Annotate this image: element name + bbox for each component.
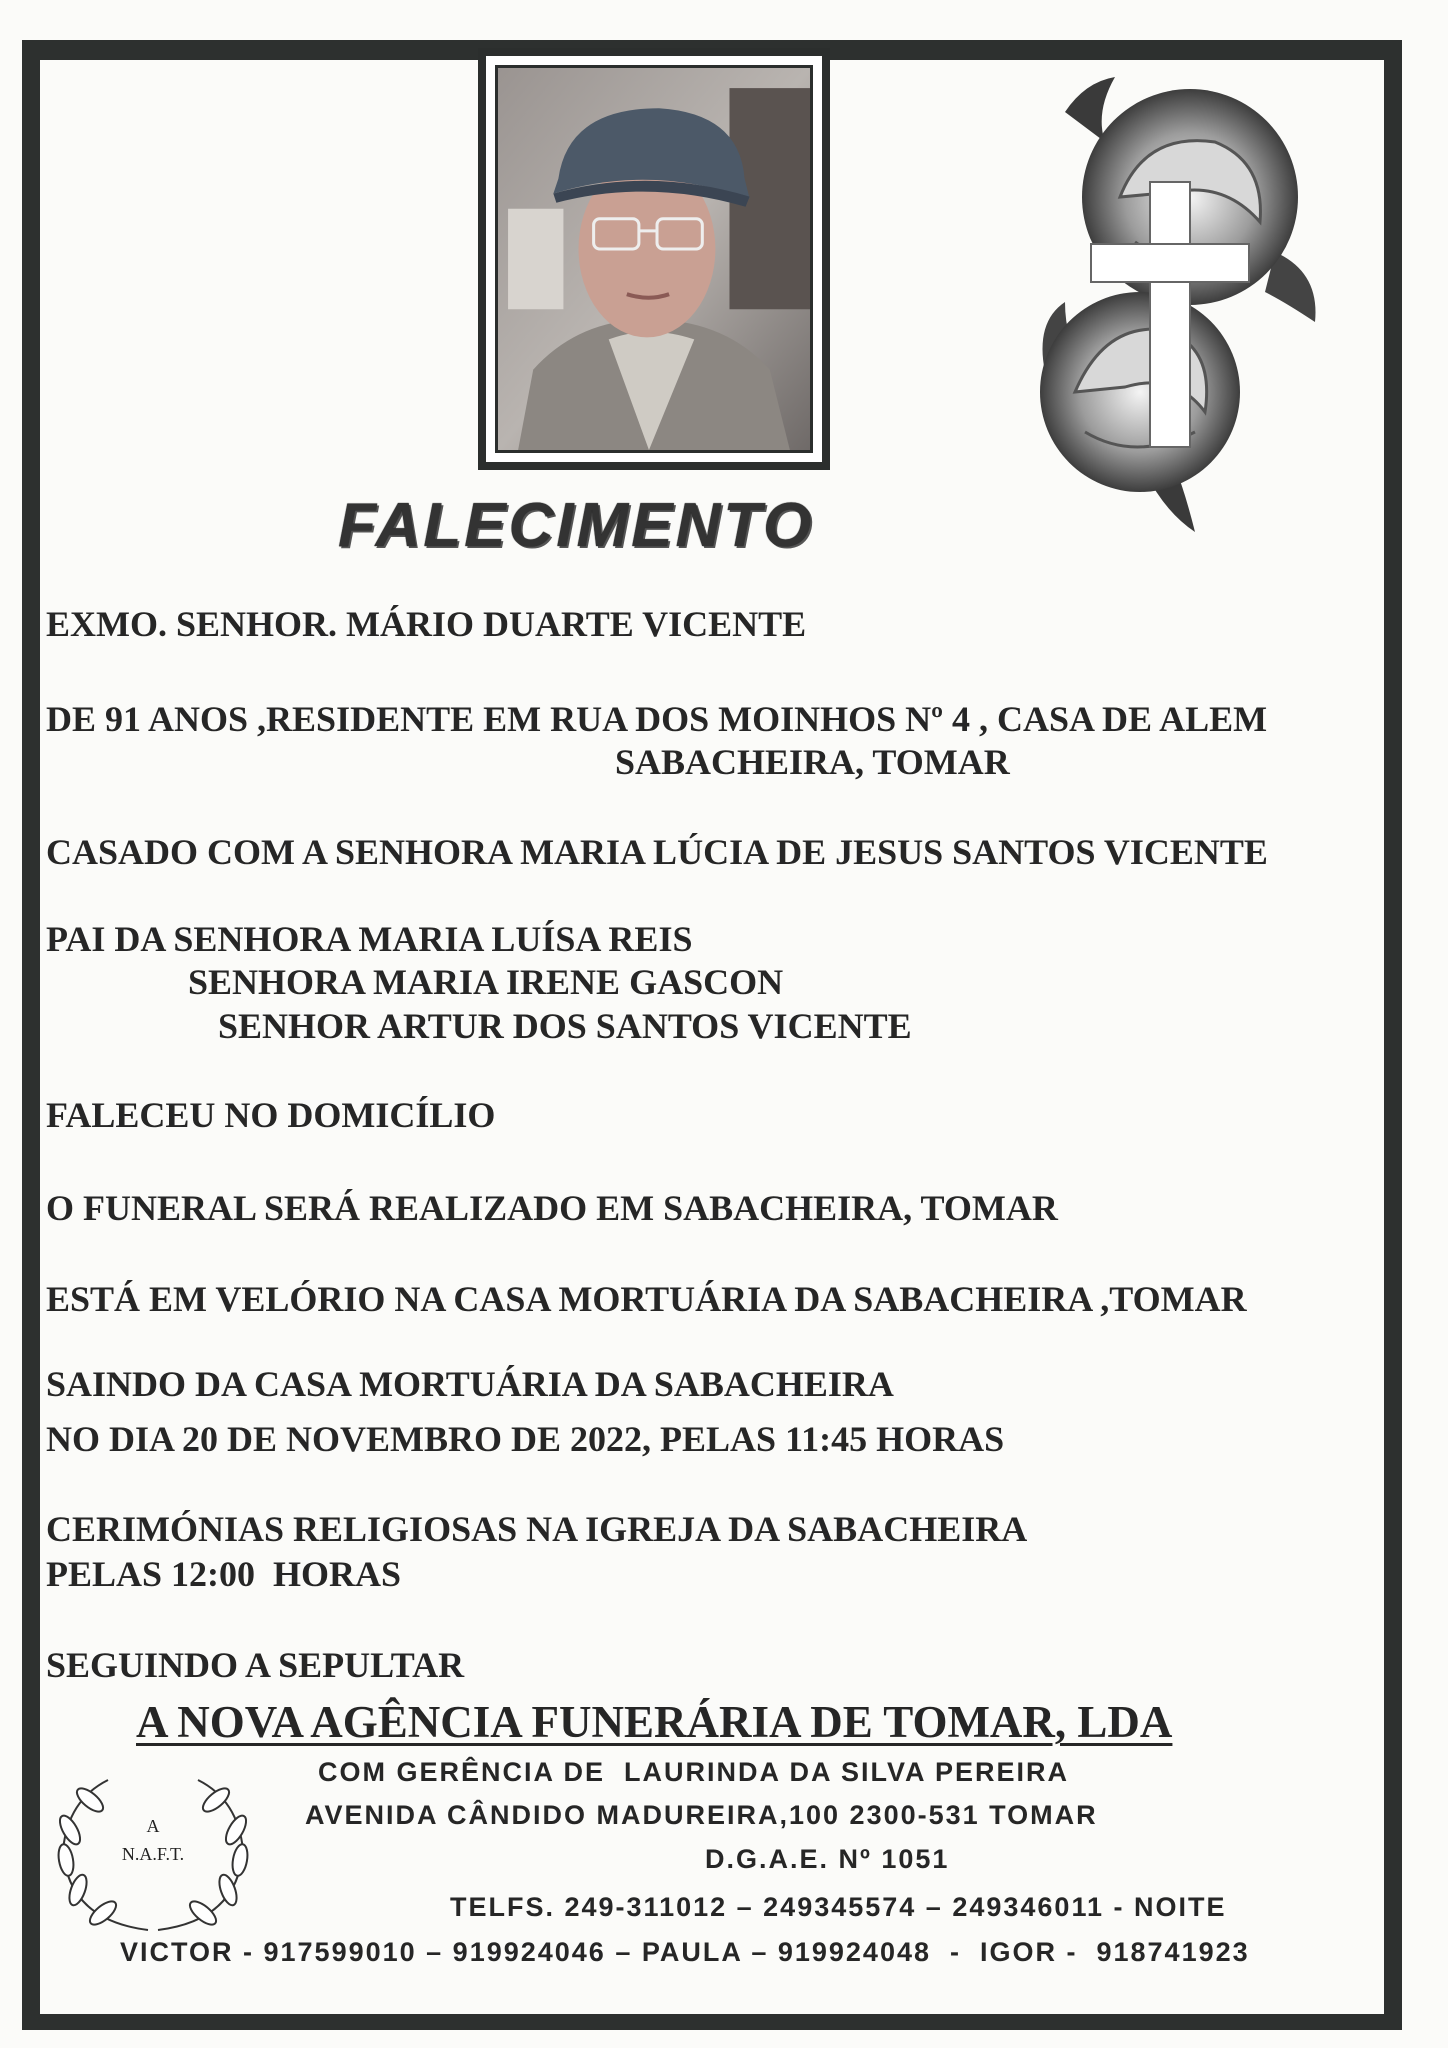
- departure-date-time: NO DIA 20 DE NOVEMBRO DE 2022, PELAS 11:45 HORAS: [46, 1419, 1005, 1459]
- logo-letter: A: [146, 1816, 160, 1836]
- place-of-death: FALECEU NO DOMICÍLIO: [46, 1095, 496, 1135]
- burial-note: SEGUINDO A SEPULTAR: [46, 1645, 465, 1685]
- child-3: SENHOR ARTUR DOS SANTOS VICENTE: [218, 1006, 912, 1046]
- ceremony-location: CERIMÓNIAS RELIGIOSAS NA IGREJA DA SABACHEIRA: [46, 1509, 1028, 1549]
- laurel-wreath-icon: [48, 1770, 258, 1940]
- agency-contacts: VICTOR - 917599010 – 919924046 – PAULA – 919924048 - IGOR - 918741923: [120, 1937, 1250, 1967]
- age-residence: DE 91 ANOS ,RESIDENTE EM RUA DOS MOINHOS Nº 4 , CASA DE ALEM: [46, 699, 1268, 739]
- spouse: CASADO COM A SENHORA MARIA LÚCIA DE JESUS SANTOS VICENTE: [46, 832, 1268, 872]
- page-title: FALECIMENTO: [338, 491, 815, 560]
- agency-license: D.G.A.E. Nº 1051: [705, 1844, 950, 1874]
- funeral-location: O FUNERAL SERÁ REALIZADO EM SABACHEIRA, TOMAR: [46, 1188, 1058, 1228]
- agency-management: COM GERÊNCIA DE LAURINDA DA SILVA PEREIRA: [318, 1757, 1070, 1787]
- rose-cross-icon: [1025, 72, 1325, 542]
- departure-place: SAINDO DA CASA MORTUÁRIA DA SABACHEIRA: [46, 1364, 894, 1404]
- child-2: SENHORA MARIA IRENE GASCON: [188, 962, 784, 1002]
- agency-address: AVENIDA CÂNDIDO MADUREIRA,100 2300-531 TOMAR: [305, 1800, 1098, 1830]
- residence-town: SABACHEIRA, TOMAR: [615, 742, 1010, 782]
- ceremony-time: PELAS 12:00 HORAS: [46, 1554, 402, 1594]
- wake-location: ESTÁ EM VELÓRIO NA CASA MORTUÁRIA DA SABACHEIRA ,TOMAR: [46, 1279, 1247, 1319]
- child-1: PAI DA SENHORA MARIA LUÍSA REIS: [46, 919, 693, 959]
- agency-name: A NOVA AGÊNCIA FUNERÁRIA DE TOMAR, LDA: [136, 1697, 1173, 1747]
- logo-text: N.A.F.T.: [121, 1844, 185, 1864]
- deceased-name: EXMO. SENHOR. MÁRIO DUARTE VICENTE: [46, 604, 807, 644]
- portrait-photo: [478, 48, 830, 470]
- agency-phones: TELFS. 249-311012 – 249345574 – 249346011 - NOITE: [450, 1892, 1227, 1922]
